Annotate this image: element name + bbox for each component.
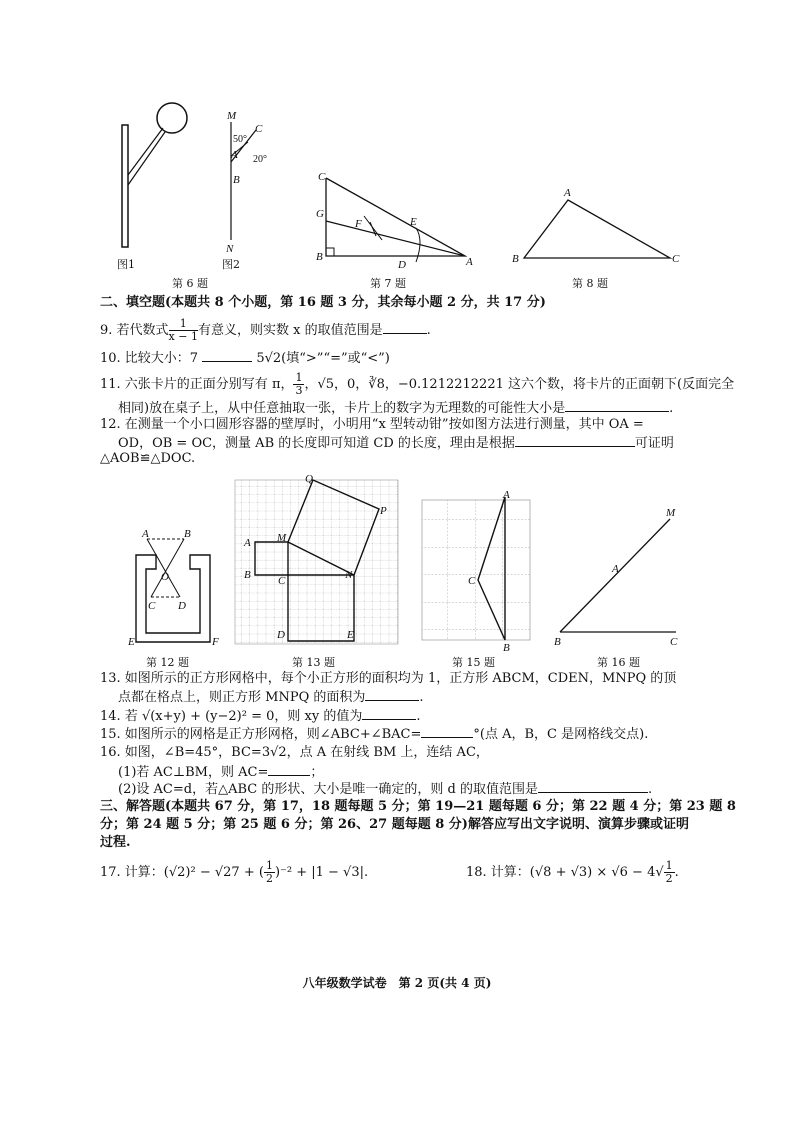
fig7-point-C: C <box>318 171 326 183</box>
q12-text-b: 可证明 <box>634 436 674 451</box>
fig8-point-B: B <box>512 253 519 265</box>
fig7-point-F: F <box>355 218 362 230</box>
fig8-point-C: C <box>672 253 680 265</box>
question-16-line3 <box>118 779 652 799</box>
q17-fraction <box>264 860 275 885</box>
fig13-point-D: D <box>277 629 285 641</box>
page-footer: 八年级数学试卷 第 2 页(共 4 页) <box>302 976 492 990</box>
section2-heading: 二、填空题(本题共 8 个小题，第 16 题 3 分，其余每小题 2 分，共 17 分) <box>100 295 546 310</box>
fig13-point-C: C <box>278 575 286 587</box>
q10-answer-blank[interactable] <box>202 348 252 362</box>
fig13-point-P: P <box>380 505 387 517</box>
q11-end: . <box>669 401 674 416</box>
fig6-sub1-label: 图1 <box>117 258 135 271</box>
fig15-point-B: B <box>503 642 510 654</box>
q13-text-a: 点都在格点上，则正方形 MNPQ 的面积为 <box>118 690 366 705</box>
question-13-line1: 13. 如图所示的正方形网格中，每个小正方形的面积均为 1，正方形 ABCM，CDEN，MNPQ 的顶 <box>100 671 677 686</box>
question-16-line1: 16. 如图，∠B=45°，BC=3√2，点 A 在射线 BM 上，连结 AC， <box>100 745 489 760</box>
fig8-caption: 第 8 题 <box>572 277 608 290</box>
q18-text-b: . <box>674 865 679 880</box>
question-17 <box>100 860 368 885</box>
figure-15-diagram <box>420 489 530 654</box>
figure-12-diagram <box>128 527 218 652</box>
q11-line2-text: 相同)放在桌子上，从中任意抽取一张，卡片上的数字为无理数的可能性大小是 <box>118 401 566 416</box>
fig16-point-A: A <box>612 563 619 575</box>
fig12-caption: 第 12 题 <box>146 656 189 669</box>
q13-end: . <box>419 690 424 705</box>
q11-fraction <box>293 372 304 397</box>
q16-part2-text: (2)设 AC=d，若△ABC 的形状、大小是唯一确定的，则 d 的取值范围是 <box>118 782 538 797</box>
q9-text-b: 有意义，则实数 x 的取值范围是 <box>197 323 383 338</box>
fig13-caption: 第 13 题 <box>292 656 335 669</box>
figure-16-diagram <box>550 505 685 647</box>
section3-line3: 过程. <box>100 835 131 850</box>
question-12-line3: △AOB≌△DOC. <box>100 451 196 466</box>
q17-numerator: 1 <box>265 859 273 872</box>
q16-part2-blank[interactable] <box>538 779 648 793</box>
fig12-point-O: O <box>161 571 169 583</box>
question-18 <box>466 860 679 885</box>
fig12-point-E: E <box>128 636 135 648</box>
fig12-point-B: B <box>184 528 191 540</box>
fig12-point-D: D <box>178 600 186 612</box>
fig13-point-E: E <box>347 629 354 641</box>
fig12-point-F: F <box>212 636 219 648</box>
q15-text-b: °(点 A，B，C 是网格线交点). <box>473 727 649 742</box>
fig7-point-A: A <box>466 256 473 268</box>
fig12-point-C: C <box>148 600 156 612</box>
fig7-point-G: G <box>316 208 324 220</box>
figure-13-diagram <box>233 473 400 648</box>
q16-part1-blank[interactable] <box>268 762 310 776</box>
q16-part2-end: . <box>647 782 653 797</box>
fig13-point-N: N <box>345 569 353 581</box>
q18-text-a: 18. 计算：(√8 + √3) × √6 − 4√ <box>466 865 664 880</box>
section3-line2: 分；第 24 题 5 分；第 25 题 6 分；第 26、27 题每题 8 分)解答应写出文字说明、演算步骤或证明 <box>100 817 689 832</box>
fig12-point-A: A <box>142 528 149 540</box>
q9-end: . <box>426 323 431 338</box>
q14-answer-blank[interactable] <box>362 706 416 720</box>
q10-text-b: 5√2(填“>”“=”或“<”) <box>256 351 390 366</box>
fig16-point-C: C <box>670 636 678 648</box>
fig6-point-M: M <box>227 110 237 122</box>
q17-denominator: 2 <box>265 872 273 885</box>
q14-text-a: 14. 若 √(x+y) + (y−2)² = 0，则 xy 的值为 <box>100 709 363 724</box>
fig13-point-A: A <box>244 537 251 549</box>
q12-text-a: OD，OB = OC，测量 AB 的长度即可知道 CD 的长度，理由是根据 <box>118 436 515 451</box>
fig6-point-A: A <box>231 149 238 161</box>
fig6-point-N: N <box>226 243 234 255</box>
fig15-caption: 第 15 题 <box>452 656 495 669</box>
fig8-point-A: A <box>564 187 571 199</box>
fig15-point-C: C <box>468 575 476 587</box>
q15-text-a: 15. 如图所示的网格是正方形网格，则∠ABC+∠BAC= <box>100 727 422 742</box>
question-11-line2 <box>118 398 673 418</box>
q9-denominator: x − 1 <box>168 330 198 343</box>
fig13-point-Q: Q <box>305 473 313 485</box>
fig6-point-C: C <box>255 123 263 135</box>
question-9 <box>100 318 431 343</box>
question-10 <box>100 348 390 368</box>
fig13-point-M: M <box>277 532 287 544</box>
q9-fraction <box>169 318 198 343</box>
q18-denominator: 2 <box>665 872 673 885</box>
fig6-sub2-label: 图2 <box>222 258 240 271</box>
figure-8-diagram <box>510 188 685 268</box>
q9-text-a: 9. 若代数式 <box>100 323 169 338</box>
q14-end: . <box>416 709 421 724</box>
fig16-point-M: M <box>666 507 676 519</box>
question-15 <box>100 724 648 744</box>
q11-answer-blank[interactable] <box>565 398 669 412</box>
q16-part1-text: (1)若 AC⊥BM，则 AC= <box>118 765 269 780</box>
fig15-point-A: A <box>503 489 510 501</box>
q9-numerator: 1 <box>169 318 198 331</box>
fig7-point-D: D <box>398 259 406 271</box>
q18-numerator: 1 <box>665 859 673 872</box>
figure-7-diagram <box>312 170 482 270</box>
fig13-point-B: B <box>244 569 251 581</box>
fig7-point-B: B <box>316 251 323 263</box>
fig6-angle-50: 50° <box>233 134 247 145</box>
fig16-caption: 第 16 题 <box>597 656 640 669</box>
question-13-line2 <box>118 687 424 707</box>
q15-answer-blank[interactable] <box>421 724 473 738</box>
fig7-caption: 第 7 题 <box>370 277 406 290</box>
fig16-point-B: B <box>554 636 561 648</box>
q17-text-a: 17. 计算：(√2)² − √27 + ( <box>100 865 264 880</box>
question-11-line1 <box>100 372 734 397</box>
q11-text-b: ，√5，0，∛8，−0.1212212221 这六个数，将卡片的正面朝下(反面完全 <box>304 377 735 392</box>
fig6-point-B: B <box>233 174 240 186</box>
q11-text-a: 11. 六张卡片的正面分别写有 π， <box>100 377 294 392</box>
q13-answer-blank[interactable] <box>365 687 419 701</box>
q16-part1-end: ； <box>310 765 324 780</box>
q17-text-b: )⁻² + |1 − √3|. <box>274 865 369 880</box>
figure-6-diagram <box>115 100 275 270</box>
q11-numerator: 1 <box>295 371 303 384</box>
q18-fraction <box>664 860 675 885</box>
fig6-caption: 第 6 题 <box>172 277 208 290</box>
q12-answer-blank[interactable] <box>515 433 635 447</box>
question-12-line2 <box>118 433 674 453</box>
question-12-line1: 12. 在测量一个小口圆形容器的壁厚时，小明用“x 型转动钳”按如图方法进行测量，其中 OA = <box>100 417 644 432</box>
q9-answer-blank[interactable] <box>383 320 427 334</box>
q11-denominator: 3 <box>295 384 303 397</box>
q10-text-a: 10. 比较大小：7 <box>100 351 199 366</box>
fig7-point-E: E <box>410 216 417 228</box>
section3-line1: 三、解答题(本题共 67 分，第 17，18 题每题 5 分；第 19—21 题每题 6 分；第 22 题 4 分；第 23 题 8 <box>100 799 736 814</box>
fig6-angle-20: 20° <box>253 154 267 165</box>
question-14 <box>100 706 420 726</box>
